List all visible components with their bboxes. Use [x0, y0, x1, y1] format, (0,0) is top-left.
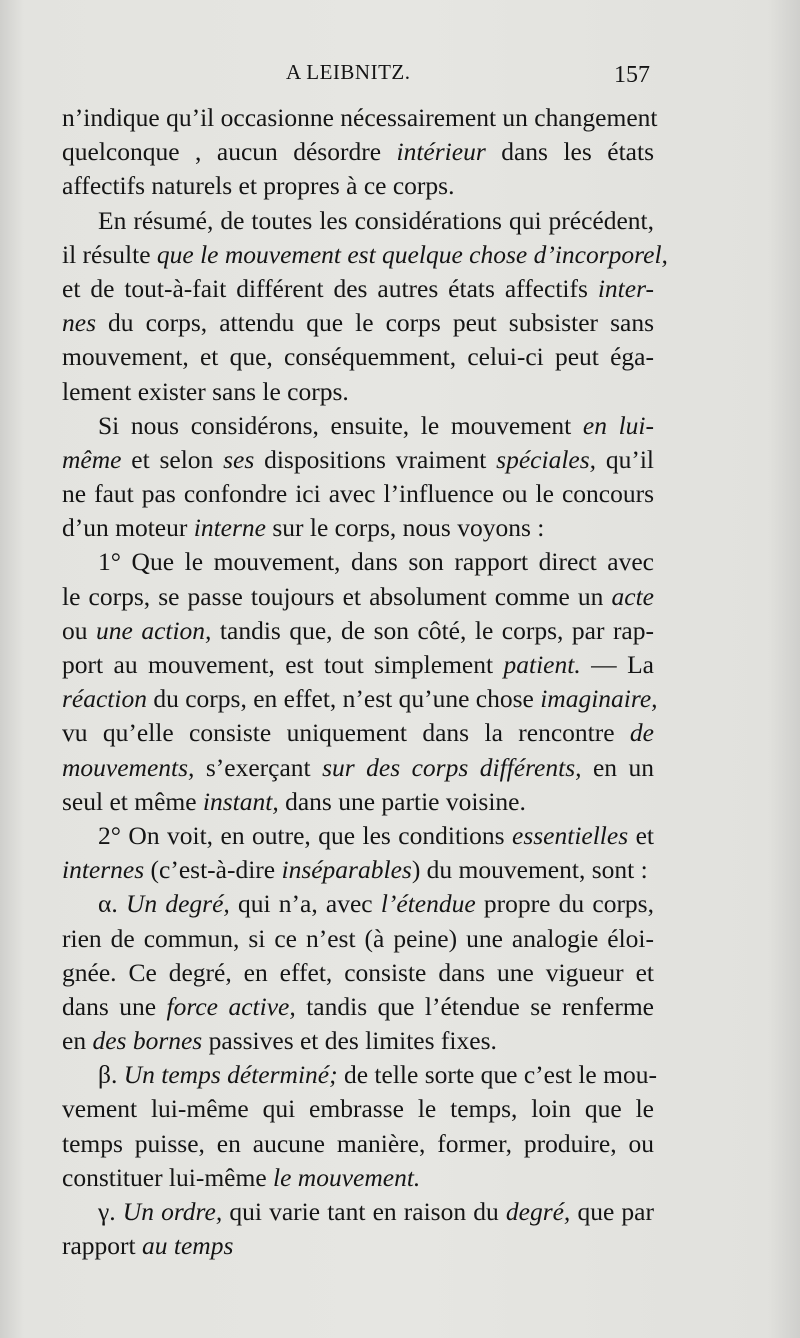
page-number: 157	[614, 62, 650, 88]
text-line	[62, 101, 658, 135]
text-line	[62, 1024, 654, 1058]
text-line	[62, 545, 654, 579]
text-line	[62, 511, 654, 545]
text-line	[62, 785, 654, 819]
body-text	[62, 101, 668, 1263]
italic-text-run: intérieur	[396, 137, 486, 167]
italic-text-run: spéciales,	[496, 444, 597, 474]
italic-text-run: instant,	[202, 786, 279, 816]
text-run: gnée. Ce degré, en effet, consiste dans une vigueur et	[62, 957, 654, 987]
italic-text-run: ses	[223, 444, 255, 474]
italic-text-run: des bornes	[92, 1026, 203, 1056]
italic-text-run: Un ordre,	[122, 1197, 223, 1226]
italic-text-run: que le mouvement est quelque chose d’incorporel,	[156, 239, 668, 269]
italic-text-run: degré,	[505, 1197, 571, 1226]
italic-text-run: Un temps déterminé;	[123, 1060, 338, 1090]
text-run: vu qu’elle consiste uniquement dans la rencontre	[62, 718, 630, 748]
text-run: tandis que l’étendue se renferme	[295, 991, 654, 1021]
text-run: que par	[570, 1197, 654, 1226]
text-run: ne faut pas confondre ici avec l’influence ou le concours	[62, 479, 654, 509]
text-run: affectifs naturels et propres à ce corps.	[62, 171, 455, 201]
text-run: En résumé, de toutes les considérations qui précédent,	[98, 205, 654, 235]
text-line	[62, 990, 654, 1024]
italic-text-run: même	[62, 444, 122, 474]
italic-text-run: sur des corps différents,	[322, 752, 582, 782]
text-line	[62, 1195, 654, 1229]
text-run: β.	[98, 1060, 124, 1090]
text-line	[62, 375, 654, 409]
text-line	[62, 306, 654, 340]
text-line	[62, 1127, 654, 1161]
text-run: Si nous considérons, ensuite, le mouvement	[98, 410, 583, 440]
text-run: dans une partie voisine.	[278, 786, 526, 816]
text-run: propre du corps,	[475, 889, 654, 919]
italic-text-run: l’étendue	[380, 889, 476, 919]
text-run: qui n’a, avec	[229, 889, 381, 919]
italic-text-run: mouvements,	[62, 752, 195, 782]
text-run: mouvement, et que, conséquemment, celui-ci peut éga-	[62, 342, 654, 372]
text-run: en un	[581, 752, 654, 782]
text-line	[62, 819, 654, 853]
text-run: α.	[98, 889, 126, 919]
italic-text-run: force active,	[166, 991, 296, 1021]
text-run: tandis que, de son côté, le corps, par rap-	[211, 615, 654, 645]
text-run: le corps, se passe toujours et absolument comme un	[62, 581, 612, 611]
text-line	[62, 751, 654, 785]
text-run: constituer lui-même	[62, 1162, 274, 1192]
text-run: γ.	[98, 1197, 123, 1226]
text-run: (c’est-à-dire	[144, 855, 282, 885]
text-line	[62, 169, 654, 203]
italic-text-run: au temps	[142, 1231, 234, 1261]
text-line	[62, 1161, 654, 1195]
text-run: 1° Que le mouvement, dans son rapport direct avec	[98, 547, 654, 577]
text-line	[62, 887, 654, 921]
text-run: 2° On voit, en outre, que les conditions	[98, 820, 512, 850]
italic-text-run: patient.	[503, 650, 581, 679]
text-line	[62, 477, 654, 511]
text-run: rien de commun, si ce n’est (à peine) une analogie éloi-	[62, 923, 654, 953]
text-run: en	[62, 1026, 93, 1056]
text-run: de telle sorte que c’est le mou-	[337, 1060, 657, 1090]
text-run: et selon	[121, 444, 224, 474]
text-line	[62, 409, 654, 443]
text-run: n’indique qu’il occasionne nécessairement un changement	[62, 103, 658, 132]
text-line	[62, 922, 654, 956]
italic-text-run: essentielles	[512, 820, 629, 850]
text-line	[62, 204, 654, 238]
italic-text-run: imaginaire,	[540, 684, 658, 714]
text-run: dans les états	[485, 137, 654, 167]
text-run: dans une	[62, 991, 167, 1021]
italic-text-run: Un degré,	[125, 889, 230, 919]
text-line	[62, 340, 654, 374]
text-run: du corps, attendu que le corps peut subsister sans	[96, 308, 654, 338]
page-header	[0, 60, 800, 94]
text-line	[62, 1092, 654, 1126]
italic-text-run: interne	[193, 513, 266, 543]
text-run: rapport	[62, 1231, 143, 1261]
italic-text-run: de	[629, 718, 654, 748]
text-line	[62, 443, 654, 477]
running-title: A LEIBNITZ.	[286, 60, 411, 84]
text-line	[62, 716, 654, 750]
text-line	[62, 853, 654, 887]
italic-text-run: en lui-	[582, 410, 654, 440]
italic-text-run: inter-	[597, 273, 654, 303]
italic-text-run: internes	[62, 855, 145, 885]
text-line	[62, 272, 654, 306]
text-line	[62, 648, 654, 682]
italic-text-run: inséparables	[281, 855, 412, 885]
text-run: temps puisse, en aucune manière, former, produire, ou	[62, 1128, 654, 1158]
text-run: ) du mouvement, sont :	[411, 855, 648, 885]
text-run: s’exerçant	[194, 752, 323, 782]
text-line	[62, 956, 654, 990]
italic-text-run: le mouvement.	[273, 1162, 421, 1192]
text-run: il résulte	[62, 239, 157, 269]
italic-text-run: une action,	[96, 615, 212, 645]
italic-text-run: nes	[62, 308, 96, 338]
italic-text-run: réaction	[62, 684, 147, 714]
text-run: et	[628, 820, 654, 850]
text-run: lement exister sans le corps.	[62, 376, 349, 406]
text-run: qui varie tant en raison du	[222, 1197, 506, 1226]
text-run: du corps, en effet, n’est qu’une chose	[146, 684, 541, 714]
italic-text-run: acte	[611, 581, 654, 611]
text-run: quelconque , aucun désordre	[62, 137, 397, 167]
text-run: qu’il	[596, 444, 654, 474]
text-run: dispositions vraiment	[254, 444, 497, 474]
text-line	[62, 580, 654, 614]
text-line	[62, 1229, 654, 1263]
text-run: ou	[62, 615, 96, 645]
text-run: d’un moteur	[62, 513, 194, 543]
text-run: et de tout-à-fait différent des autres états affectifs	[62, 273, 598, 303]
text-run: sur le corps, nous voyons :	[265, 513, 545, 543]
text-run: — La	[580, 650, 654, 679]
text-run: seul et même	[62, 786, 203, 816]
text-run: port au mouvement, est tout simplement	[62, 650, 504, 679]
text-run: passives et des limites fixes.	[202, 1026, 497, 1056]
text-run: vement lui-même qui embrasse le temps, loin que le	[62, 1094, 654, 1124]
text-line	[62, 682, 658, 716]
text-line	[62, 1058, 657, 1092]
text-line	[62, 614, 654, 648]
text-line	[62, 135, 654, 169]
text-line	[62, 238, 668, 272]
